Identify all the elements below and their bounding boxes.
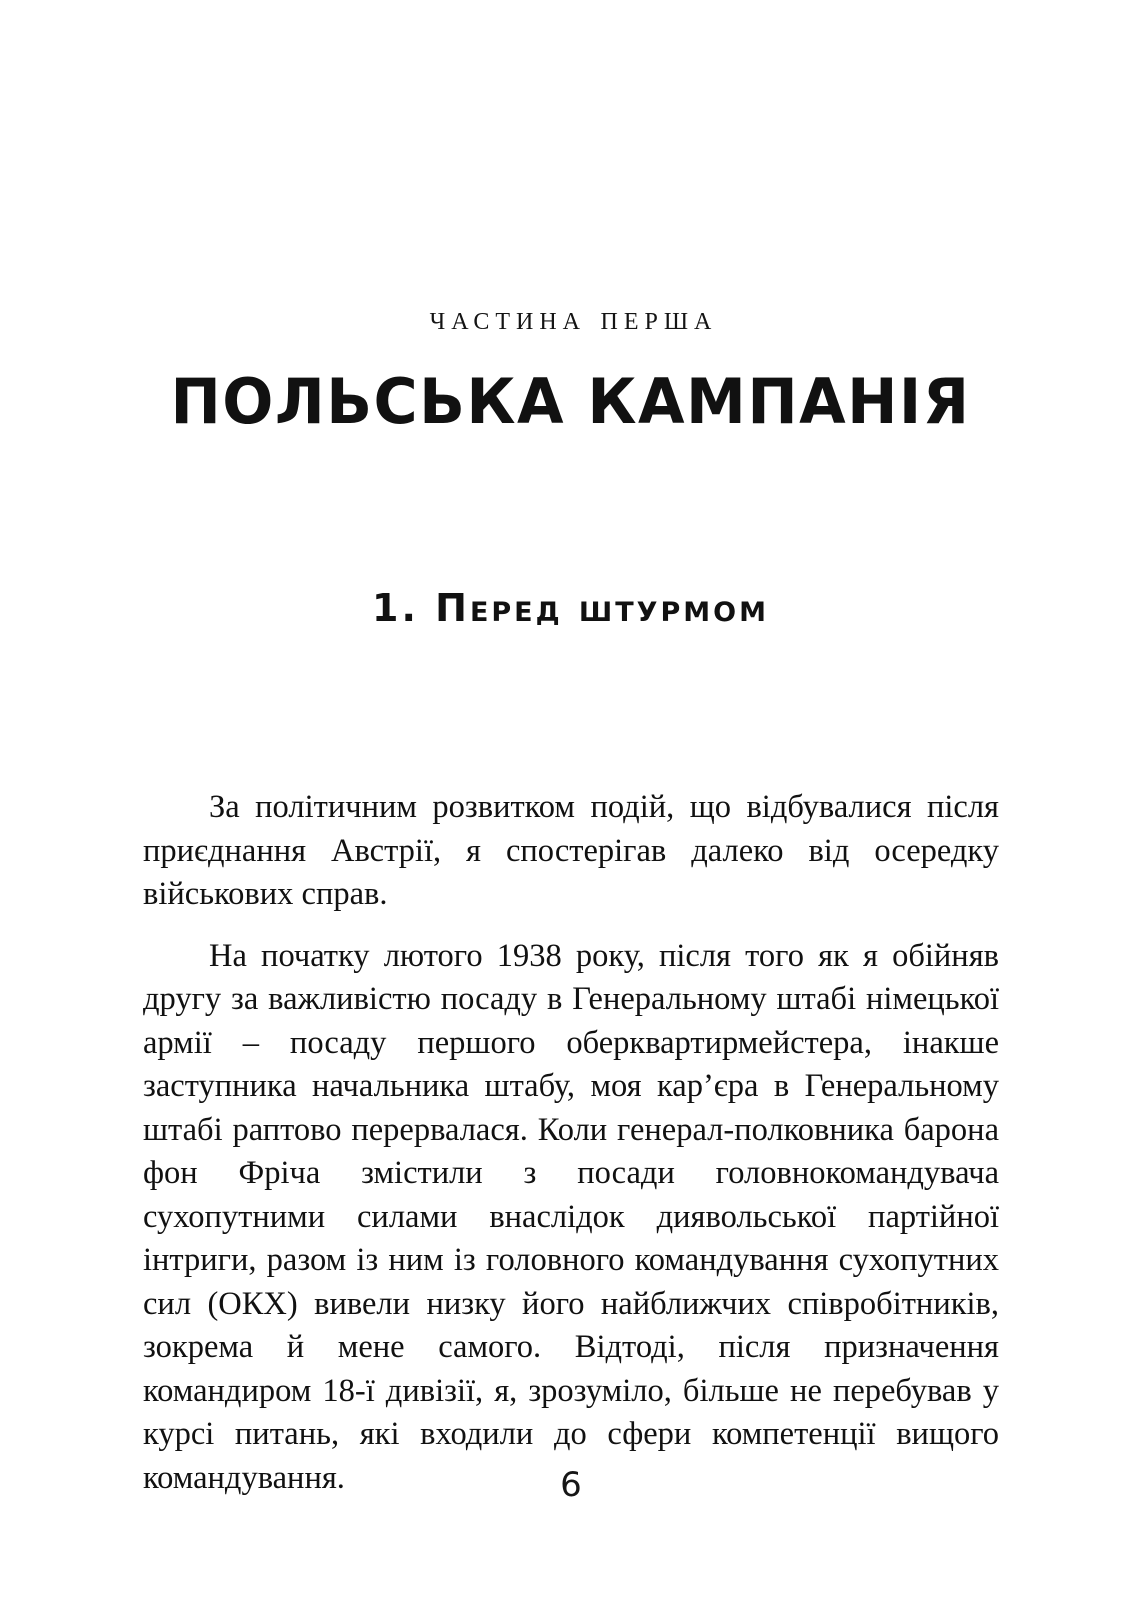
part-title: ПОЛЬСЬКА КАМПАНІЯ [170, 365, 971, 439]
part-label: частина перша [429, 300, 718, 337]
page-number: 6 [560, 1465, 582, 1505]
paragraph: На початку лютого 1938 року, після того як я обійняв другу за важливістю посаду в Генеральному штабі німецької армії – посаду першого оберквартирмейстера, інакше заступника начальника штабу, моя кар’єра в Генеральному штабі раптово перервалася. Коли генерал-полковника барона фон Фріча змістили з посади головнокомандувача сухопутними силами внаслідок диявольської партійної інтриги, разом із ним із головного командування сухопутних сил (ОКХ) вивели низку його найближчих співробітників, зокрема й мене самого. Відтоді, після призначення командиром 18-ї дивізії, я, зрозуміло, більше не перебував у курсі питань, які входили до сфери компетенції вищого командування. [143, 937, 999, 1496]
body-text [143, 786, 999, 1500]
paragraph: За політичним розвитком подій, що відбувалися після приєднання Австрії, я спостерігав далеко від осередку військових справ. [143, 789, 999, 912]
part-front-matter [143, 300, 998, 439]
chapter-heading: 1. Перед штурмом [372, 586, 769, 630]
